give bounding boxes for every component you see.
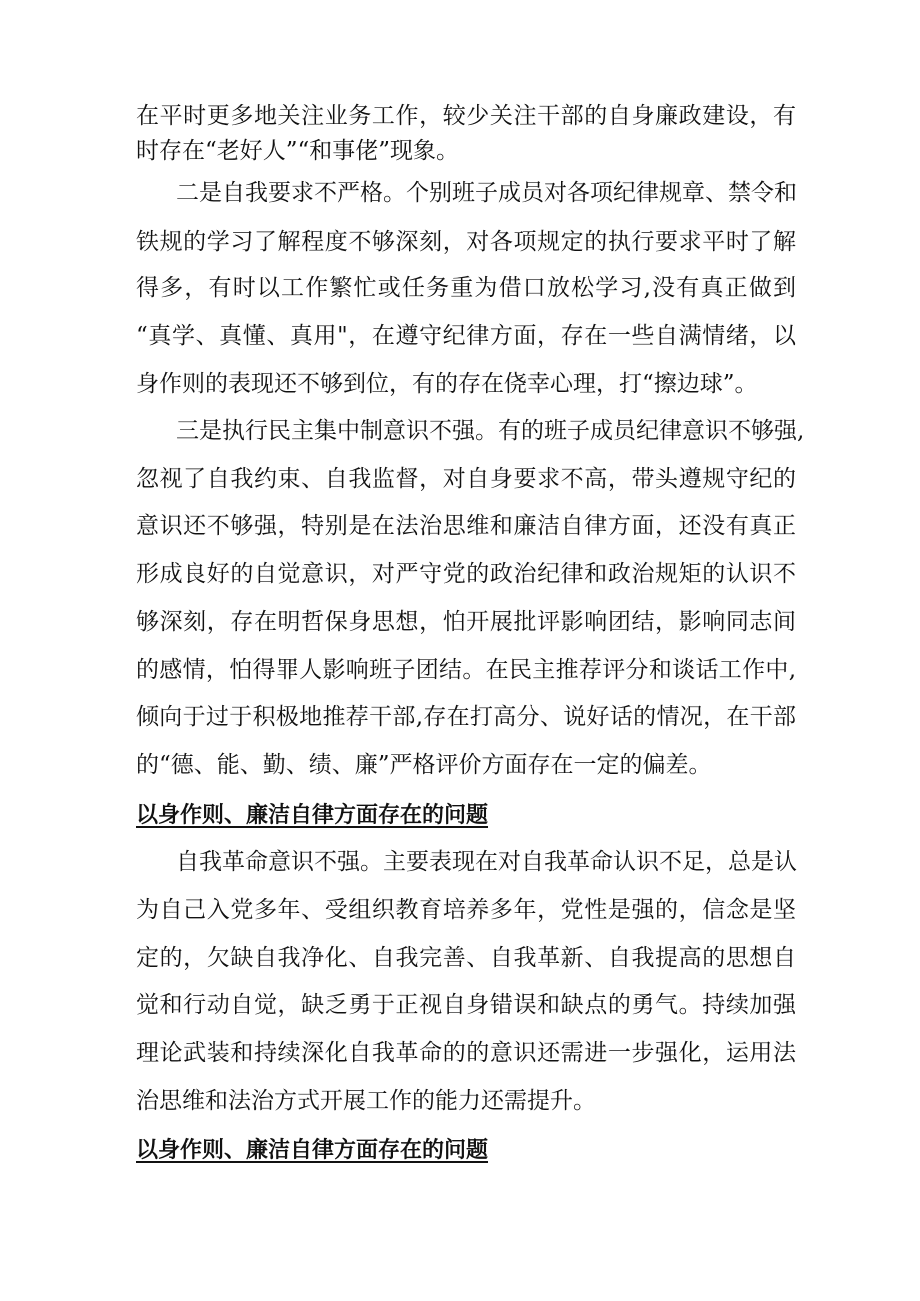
paragraph-2-line-3: 得多，有时以工作繁忙或任务重为借口放松学习,没有真正做到 [136, 275, 796, 301]
paragraph-3-line-4: 形成良好的自觉意识，对严守党的政治纪律和政治规矩的认识不 [136, 561, 796, 587]
paragraph-3-line-1: 三是执行民主集中制意识不强。有的班子成员纪律意识不够强, [176, 418, 805, 444]
paragraph-3-line-3: 意识还不够强，特别是在法治思维和廉洁自律方面，还没有真正 [136, 513, 796, 539]
paragraph-2-line-1: 二是自我要求不严格。个别班子成员对各项纪律规章、禁令和 [176, 180, 797, 206]
paragraph-3-line-7: 倾向于过于积极地推荐干部,存在打高分、说好话的情况，在干部 [136, 704, 796, 730]
paragraph-4-line-1: 自我革命意识不强。主要表现在对自我革命认识不足，总是认 [176, 849, 797, 875]
paragraph-3-line-6: 的感情，怕得罪人影响班子团结。在民主推荐评分和谈话工作中, [136, 657, 796, 683]
paragraph-4-line-3: 定的，欠缺自我净化、自我完善、自我革新、自我提高的思想自 [136, 945, 796, 971]
paragraph-3-line-2: 忽视了自我约束、自我监督，对自身要求不高，带头遵规守纪的 [136, 466, 796, 492]
section-heading-1: 以身作则、廉洁自律方面存在的问题 [136, 803, 489, 828]
paragraph-4-line-5: 理论武装和持续深化自我革命的的意识还需进一步强化，运用法 [136, 1040, 796, 1066]
paragraph-3-line-5: 够深刻，存在明哲保身思想，怕开展批评影响团结，影响同志间 [136, 609, 796, 635]
paragraph-2-line-5: 身作则的表现还不够到位，有的存在侥幸心理，打“擦边球”。 [136, 371, 758, 397]
paragraph-1-line-2: 时存在“老好人”“和事佬”现象。 [136, 138, 460, 164]
paragraph-4-line-2: 为自己入党多年、受组织教育培养多年，党性是强的，信念是坚 [136, 897, 796, 923]
paragraph-1-line-1: 在平时更多地关注业务工作，较少关注干部的自身廉政建设，有 [136, 103, 796, 129]
paragraph-2-line-4: “真学、真懂、真用"，在遵守纪律方面，存在一些自满情绪，以 [136, 323, 796, 349]
section-heading-2: 以身作则、廉洁自律方面存在的问题 [136, 1138, 489, 1163]
paragraph-2-line-2: 铁规的学习了解程度不够深刻，对各项规定的执行要求平时了解 [136, 229, 796, 255]
paragraph-4-line-4: 觉和行动自觉，缺乏勇于正视自身错误和缺点的勇气。持续加强 [136, 992, 796, 1018]
paragraph-4-line-6: 治思维和法治方式开展工作的能力还需提升。 [136, 1088, 596, 1114]
paragraph-3-line-8: 的“德、能、勤、绩、廉”严格评价方面存在一定的偏差。 [136, 752, 712, 778]
